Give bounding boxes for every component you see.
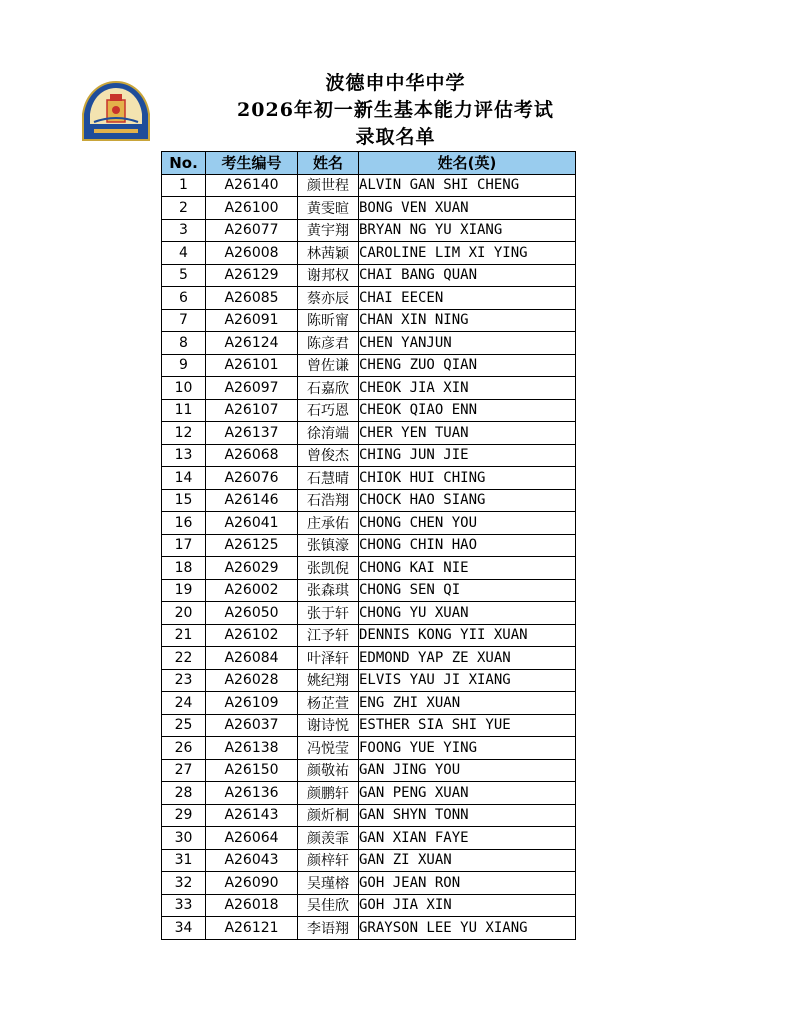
cell-no: 22 xyxy=(162,647,206,670)
cell-no: 2 xyxy=(162,197,206,220)
cell-code: A26084 xyxy=(206,647,298,670)
cell-no: 24 xyxy=(162,692,206,715)
cell-name-en: ESTHER SIA SHI YUE xyxy=(359,714,576,737)
cell-no: 6 xyxy=(162,287,206,310)
table-row xyxy=(162,174,576,197)
cell-code: A26028 xyxy=(206,669,298,692)
cell-name-cn: 江予轩 xyxy=(298,624,359,647)
cell-name-cn: 谢邦权 xyxy=(298,264,359,287)
cell-no: 3 xyxy=(162,219,206,242)
cell-no: 11 xyxy=(162,399,206,422)
cell-name-en: CHAN XIN NING xyxy=(359,309,576,332)
cell-name-en: DENNIS KONG YII XUAN xyxy=(359,624,576,647)
table-row xyxy=(162,512,576,535)
cell-code: A26050 xyxy=(206,602,298,625)
cell-name-en: BONG VEN XUAN xyxy=(359,197,576,220)
table-row xyxy=(162,579,576,602)
cell-name-en: GRAYSON LEE YU XIANG xyxy=(359,917,576,940)
cell-name-cn: 杨芷萱 xyxy=(298,692,359,715)
cell-no: 10 xyxy=(162,377,206,400)
cell-name-cn: 张镇濠 xyxy=(298,534,359,557)
cell-code: A26068 xyxy=(206,444,298,467)
cell-no: 26 xyxy=(162,737,206,760)
cell-code: A26137 xyxy=(206,422,298,445)
cell-name-en: CHER YEN TUAN xyxy=(359,422,576,445)
cell-no: 21 xyxy=(162,624,206,647)
cell-code: A26124 xyxy=(206,332,298,355)
table-row xyxy=(162,242,576,265)
table-row xyxy=(162,669,576,692)
cell-name-cn: 陈昕甯 xyxy=(298,309,359,332)
cell-code: A26138 xyxy=(206,737,298,760)
cell-name-en: GOH JIA XIN xyxy=(359,894,576,917)
cell-name-cn: 颜羡霏 xyxy=(298,827,359,850)
table-row xyxy=(162,264,576,287)
table-row xyxy=(162,399,576,422)
cell-name-en: GAN ZI XUAN xyxy=(359,849,576,872)
cell-name-cn: 张于轩 xyxy=(298,602,359,625)
cell-no: 28 xyxy=(162,782,206,805)
cell-code: A26107 xyxy=(206,399,298,422)
table-body xyxy=(162,174,576,939)
table-row xyxy=(162,692,576,715)
table-row xyxy=(162,714,576,737)
admission-table xyxy=(161,151,576,940)
table-row xyxy=(162,737,576,760)
cell-name-en: CHONG SEN QI xyxy=(359,579,576,602)
cell-name-cn: 冯悦莹 xyxy=(298,737,359,760)
cell-code: A26041 xyxy=(206,512,298,535)
cell-name-cn: 林茜颖 xyxy=(298,242,359,265)
cell-name-en: GAN XIAN FAYE xyxy=(359,827,576,850)
cell-no: 19 xyxy=(162,579,206,602)
table-row xyxy=(162,309,576,332)
cell-code: A26008 xyxy=(206,242,298,265)
cell-code: A26109 xyxy=(206,692,298,715)
header-code: 考生编号 xyxy=(206,152,298,175)
cell-name-en: CHONG CHIN HAO xyxy=(359,534,576,557)
cell-name-cn: 石慧晴 xyxy=(298,467,359,490)
cell-no: 30 xyxy=(162,827,206,850)
document-header xyxy=(0,70,791,151)
cell-name-cn: 石浩翔 xyxy=(298,489,359,512)
exam-title: 2026年初一新生基本能力评估考试 xyxy=(237,99,554,121)
cell-name-en: CHEOK JIA XIN xyxy=(359,377,576,400)
cell-name-en: CHAI EECEN xyxy=(359,287,576,310)
cell-name-cn: 黄雯暄 xyxy=(298,197,359,220)
cell-no: 12 xyxy=(162,422,206,445)
cell-no: 15 xyxy=(162,489,206,512)
cell-code: A26100 xyxy=(206,197,298,220)
cell-name-en: CHENG ZUO QIAN xyxy=(359,354,576,377)
cell-name-cn: 陈彦君 xyxy=(298,332,359,355)
cell-name-en: CHONG CHEN YOU xyxy=(359,512,576,535)
cell-name-en: GAN JING YOU xyxy=(359,759,576,782)
cell-no: 27 xyxy=(162,759,206,782)
cell-name-en: CHONG KAI NIE xyxy=(359,557,576,580)
cell-name-en: EDMOND YAP ZE XUAN xyxy=(359,647,576,670)
header-name-en: 姓名(英) xyxy=(359,152,576,175)
cell-name-cn: 张凯倪 xyxy=(298,557,359,580)
cell-code: A26097 xyxy=(206,377,298,400)
cell-no: 18 xyxy=(162,557,206,580)
cell-no: 32 xyxy=(162,872,206,895)
cell-name-cn: 石巧恩 xyxy=(298,399,359,422)
cell-code: A26140 xyxy=(206,174,298,197)
table-row xyxy=(162,557,576,580)
table-row xyxy=(162,804,576,827)
table-row xyxy=(162,354,576,377)
cell-no: 13 xyxy=(162,444,206,467)
cell-name-en: GAN SHYN TONN xyxy=(359,804,576,827)
school-name: 波德申中华中学 xyxy=(325,72,466,94)
list-title: 录取名单 xyxy=(355,126,436,148)
cell-name-en: CHING JUN JIE xyxy=(359,444,576,467)
cell-name-cn: 张森琪 xyxy=(298,579,359,602)
cell-name-cn: 徐淯端 xyxy=(298,422,359,445)
cell-code: A26064 xyxy=(206,827,298,850)
cell-name-en: CHAI BANG QUAN xyxy=(359,264,576,287)
cell-no: 1 xyxy=(162,174,206,197)
cell-name-cn: 谢诗悦 xyxy=(298,714,359,737)
cell-name-en: CHONG YU XUAN xyxy=(359,602,576,625)
cell-name-cn: 曾佐谦 xyxy=(298,354,359,377)
cell-no: 14 xyxy=(162,467,206,490)
cell-name-cn: 曾俊杰 xyxy=(298,444,359,467)
cell-code: A26129 xyxy=(206,264,298,287)
table-row xyxy=(162,422,576,445)
table-row xyxy=(162,197,576,220)
table-header-row xyxy=(162,152,576,175)
table-row xyxy=(162,917,576,940)
table-row xyxy=(162,534,576,557)
cell-name-en: CHIOK HUI CHING xyxy=(359,467,576,490)
cell-name-en: GOH JEAN RON xyxy=(359,872,576,895)
table-row xyxy=(162,624,576,647)
cell-no: 7 xyxy=(162,309,206,332)
cell-code: A26102 xyxy=(206,624,298,647)
cell-code: A26077 xyxy=(206,219,298,242)
table-row xyxy=(162,647,576,670)
cell-name-en: FOONG YUE YING xyxy=(359,737,576,760)
cell-no: 25 xyxy=(162,714,206,737)
cell-no: 17 xyxy=(162,534,206,557)
header-name-cn: 姓名 xyxy=(298,152,359,175)
cell-code: A26002 xyxy=(206,579,298,602)
cell-name-en: CAROLINE LIM XI YING xyxy=(359,242,576,265)
cell-no: 33 xyxy=(162,894,206,917)
cell-code: A26091 xyxy=(206,309,298,332)
cell-code: A26146 xyxy=(206,489,298,512)
table-row xyxy=(162,894,576,917)
table-row xyxy=(162,377,576,400)
cell-no: 23 xyxy=(162,669,206,692)
cell-code: A26143 xyxy=(206,804,298,827)
cell-name-en: CHEN YANJUN xyxy=(359,332,576,355)
cell-code: A26101 xyxy=(206,354,298,377)
cell-code: A26018 xyxy=(206,894,298,917)
cell-name-cn: 颜炘桐 xyxy=(298,804,359,827)
cell-no: 20 xyxy=(162,602,206,625)
table-row xyxy=(162,332,576,355)
table-row xyxy=(162,444,576,467)
table-row xyxy=(162,827,576,850)
cell-name-cn: 石嘉欣 xyxy=(298,377,359,400)
cell-name-en: CHEOK QIAO ENN xyxy=(359,399,576,422)
cell-no: 31 xyxy=(162,849,206,872)
cell-name-cn: 黄宇翔 xyxy=(298,219,359,242)
table-row xyxy=(162,467,576,490)
cell-no: 4 xyxy=(162,242,206,265)
cell-name-cn: 姚纪翔 xyxy=(298,669,359,692)
table-row xyxy=(162,872,576,895)
cell-code: A26150 xyxy=(206,759,298,782)
cell-code: A26043 xyxy=(206,849,298,872)
table-row xyxy=(162,489,576,512)
table-row xyxy=(162,759,576,782)
table-row xyxy=(162,219,576,242)
cell-code: A26136 xyxy=(206,782,298,805)
cell-name-cn: 颜梓轩 xyxy=(298,849,359,872)
cell-no: 16 xyxy=(162,512,206,535)
cell-name-en: BRYAN NG YU XIANG xyxy=(359,219,576,242)
table-row xyxy=(162,782,576,805)
cell-code: A26085 xyxy=(206,287,298,310)
table-row xyxy=(162,287,576,310)
table-row xyxy=(162,602,576,625)
cell-name-cn: 叶泽轩 xyxy=(298,647,359,670)
cell-code: A26076 xyxy=(206,467,298,490)
cell-code: A26121 xyxy=(206,917,298,940)
cell-name-cn: 颜世程 xyxy=(298,174,359,197)
cell-name-cn: 吴瑾榕 xyxy=(298,872,359,895)
table-row xyxy=(162,849,576,872)
cell-name-en: GAN PENG XUAN xyxy=(359,782,576,805)
header-no: No. xyxy=(162,152,206,175)
cell-name-cn: 吴佳欣 xyxy=(298,894,359,917)
cell-name-cn: 颜鹏轩 xyxy=(298,782,359,805)
cell-name-en: CHOCK HAO SIANG xyxy=(359,489,576,512)
cell-name-en: ELVIS YAU JI XIANG xyxy=(359,669,576,692)
cell-no: 5 xyxy=(162,264,206,287)
cell-no: 34 xyxy=(162,917,206,940)
cell-name-en: ENG ZHI XUAN xyxy=(359,692,576,715)
cell-code: A26029 xyxy=(206,557,298,580)
cell-name-cn: 颜敬祐 xyxy=(298,759,359,782)
cell-no: 8 xyxy=(162,332,206,355)
cell-code: A26037 xyxy=(206,714,298,737)
cell-code: A26090 xyxy=(206,872,298,895)
cell-name-en: ALVIN GAN SHI CHENG xyxy=(359,174,576,197)
cell-name-cn: 庄承佑 xyxy=(298,512,359,535)
cell-no: 29 xyxy=(162,804,206,827)
cell-code: A26125 xyxy=(206,534,298,557)
cell-no: 9 xyxy=(162,354,206,377)
cell-name-cn: 李语翔 xyxy=(298,917,359,940)
cell-name-cn: 蔡亦辰 xyxy=(298,287,359,310)
